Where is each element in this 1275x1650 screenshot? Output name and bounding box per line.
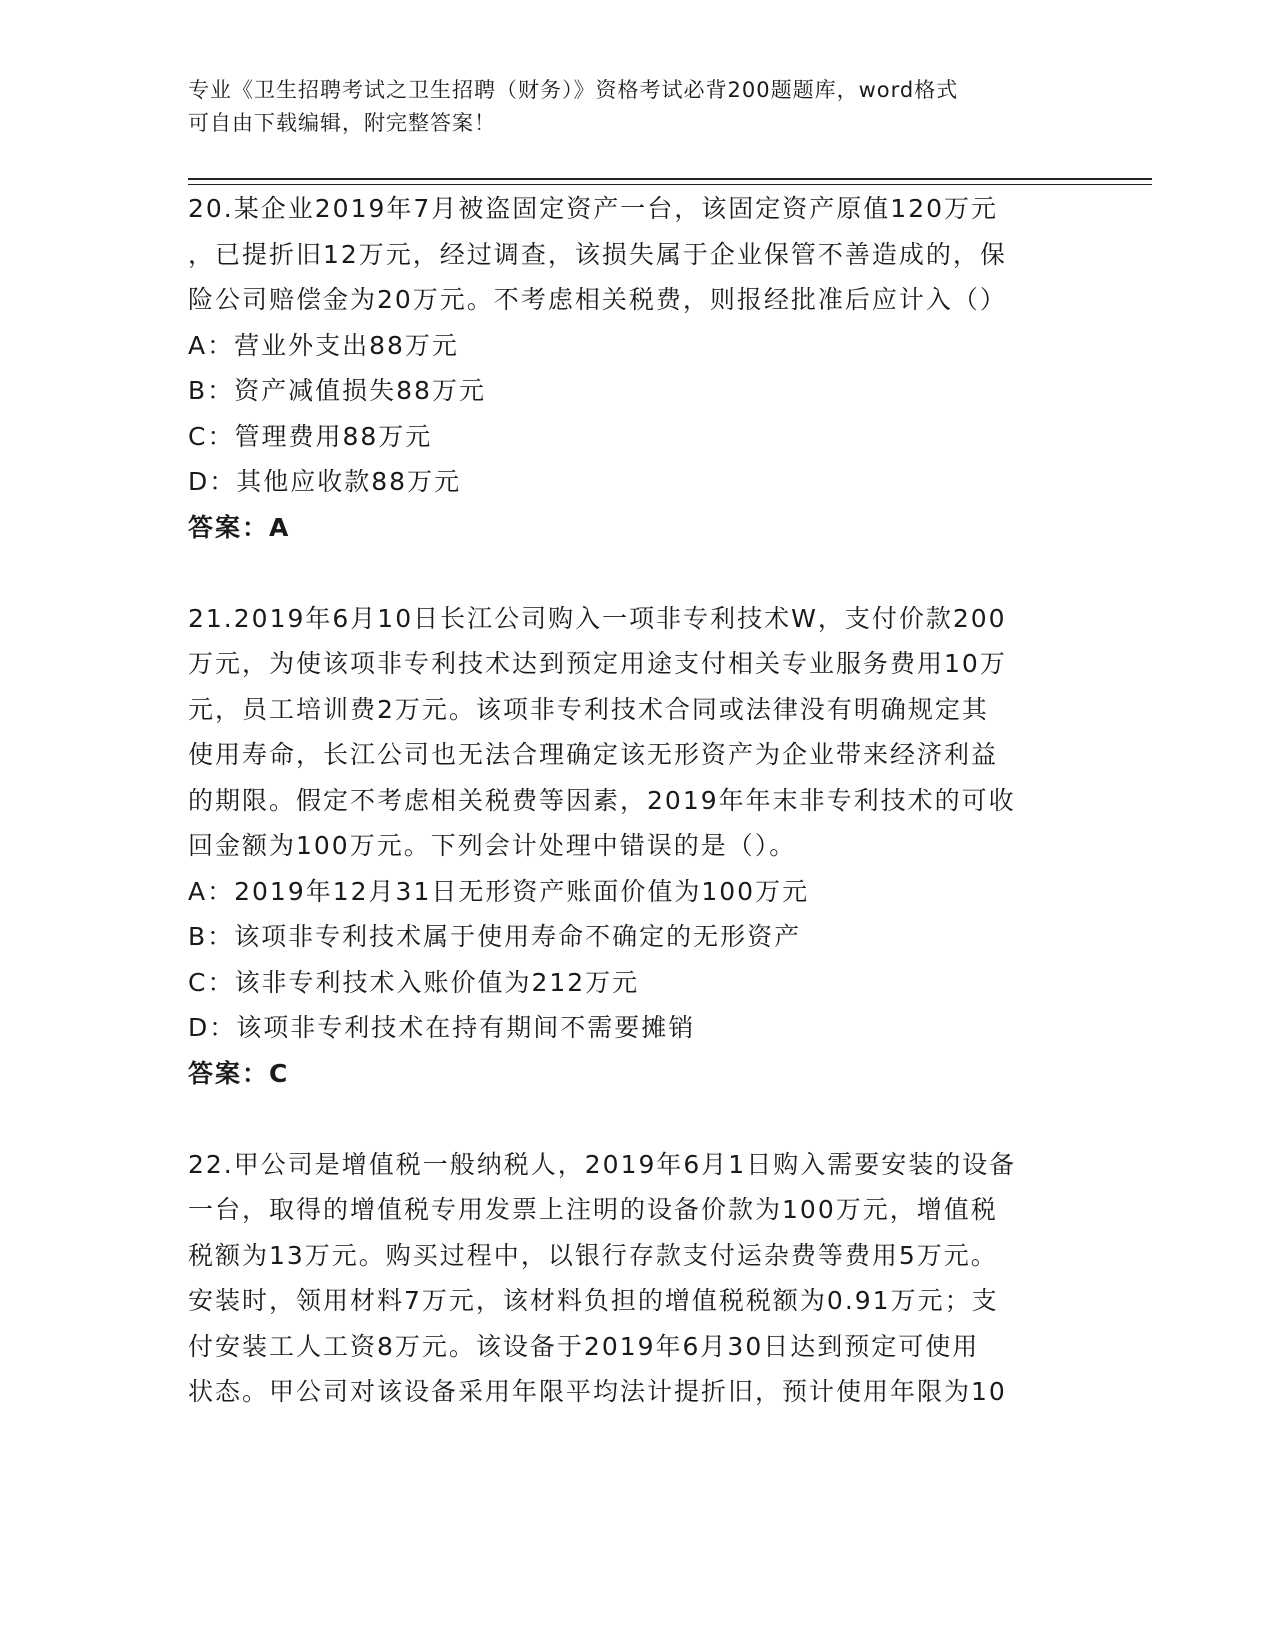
- answer-label: 答案：: [188, 1058, 270, 1088]
- option-d: D：该项非专利技术在持有期间不需要摊销: [188, 1013, 696, 1042]
- option-b: B：该项非专利技术属于使用寿命不确定的无形资产: [188, 922, 802, 951]
- answer-label: 答案：: [188, 512, 270, 542]
- document-header: [188, 74, 1088, 140]
- question-stem-line: 的期限。假定不考虑相关税费等因素，2019年年末非专利技术的可收: [188, 785, 1016, 815]
- header-line-2: 可自由下载编辑，附完整答案！: [188, 111, 496, 135]
- option-a: A：营业外支出88万元: [188, 330, 459, 360]
- option-a: A：2019年12月31日无形资产账面价值为100万元: [188, 876, 810, 906]
- question-stem-line: 万元，为使该项非专利技术达到预定用途支付相关专业服务费用10万: [188, 649, 1007, 678]
- question-stem-line: 税额为13万元。购买过程中，以银行存款支付运杂费等费用5万元。: [188, 1240, 998, 1270]
- question-spacer: [188, 1096, 1108, 1142]
- question-20: [188, 186, 1108, 550]
- question-stem-line: 险公司赔偿金为20万元。不考虑相关税费，则报经批准后应计入（）: [188, 285, 1007, 314]
- answer-value: A: [269, 512, 291, 542]
- question-stem-line: 状态。甲公司对该设备采用年限平均法计提折旧，预计使用年限为10: [188, 1377, 1007, 1406]
- option-d: D：其他应收款88万元: [188, 467, 462, 496]
- question-stem-line: 使用寿命，长江公司也无法合理确定该无形资产为企业带来经济利益: [188, 740, 999, 769]
- question-stem-line: 元，员工培训费2万元。该项非专利技术合同或法律没有明确规定其: [188, 694, 989, 724]
- question-stem-line: 回金额为100万元。下列会计处理中错误的是（）。: [188, 831, 797, 860]
- question-22: [188, 1142, 1108, 1415]
- answer-value: C: [269, 1058, 290, 1088]
- option-c: C：该非专利技术入账价值为212万元: [188, 967, 640, 997]
- question-stem-line: 20.某企业2019年7月被盗固定资产一台，该固定资产原值120万元: [188, 194, 999, 223]
- header-line-1: 专业《卫生招聘考试之卫生招聘（财务）》资格考试必背200题题库，word格式: [188, 78, 959, 102]
- question-list: [188, 186, 1108, 1415]
- answer-row: [188, 505, 1108, 551]
- question-stem-line: 22.甲公司是增值税一般纳税人，2019年6月1日购入需要安装的设备: [188, 1149, 1017, 1179]
- question-spacer: [188, 550, 1108, 596]
- answer-row: [188, 1051, 1108, 1097]
- question-stem-line: 一台，取得的增值税专用发票上注明的设备价款为100万元，增值税: [188, 1195, 998, 1224]
- question-stem-line: 21.2019年6月10日长江公司购入一项非专利技术W，支付价款200: [188, 603, 1007, 633]
- question-stem-line: 安装时，领用材料7万元，该材料负担的增值税税额为0.91万元；支: [188, 1286, 999, 1315]
- question-stem-line: ，已提折旧12万元，经过调查，该损失属于企业保管不善造成的，保: [188, 239, 1007, 269]
- header-divider-thick: [188, 178, 1152, 180]
- option-b: B：资产减值损失88万元: [188, 376, 486, 405]
- question-21: [188, 596, 1108, 1097]
- question-stem-line: 付安装工人工资8万元。该设备于2019年6月30日达到预定可使用: [188, 1331, 980, 1361]
- option-c: C：管理费用88万元: [188, 421, 433, 451]
- header-divider-thin: [188, 184, 1152, 185]
